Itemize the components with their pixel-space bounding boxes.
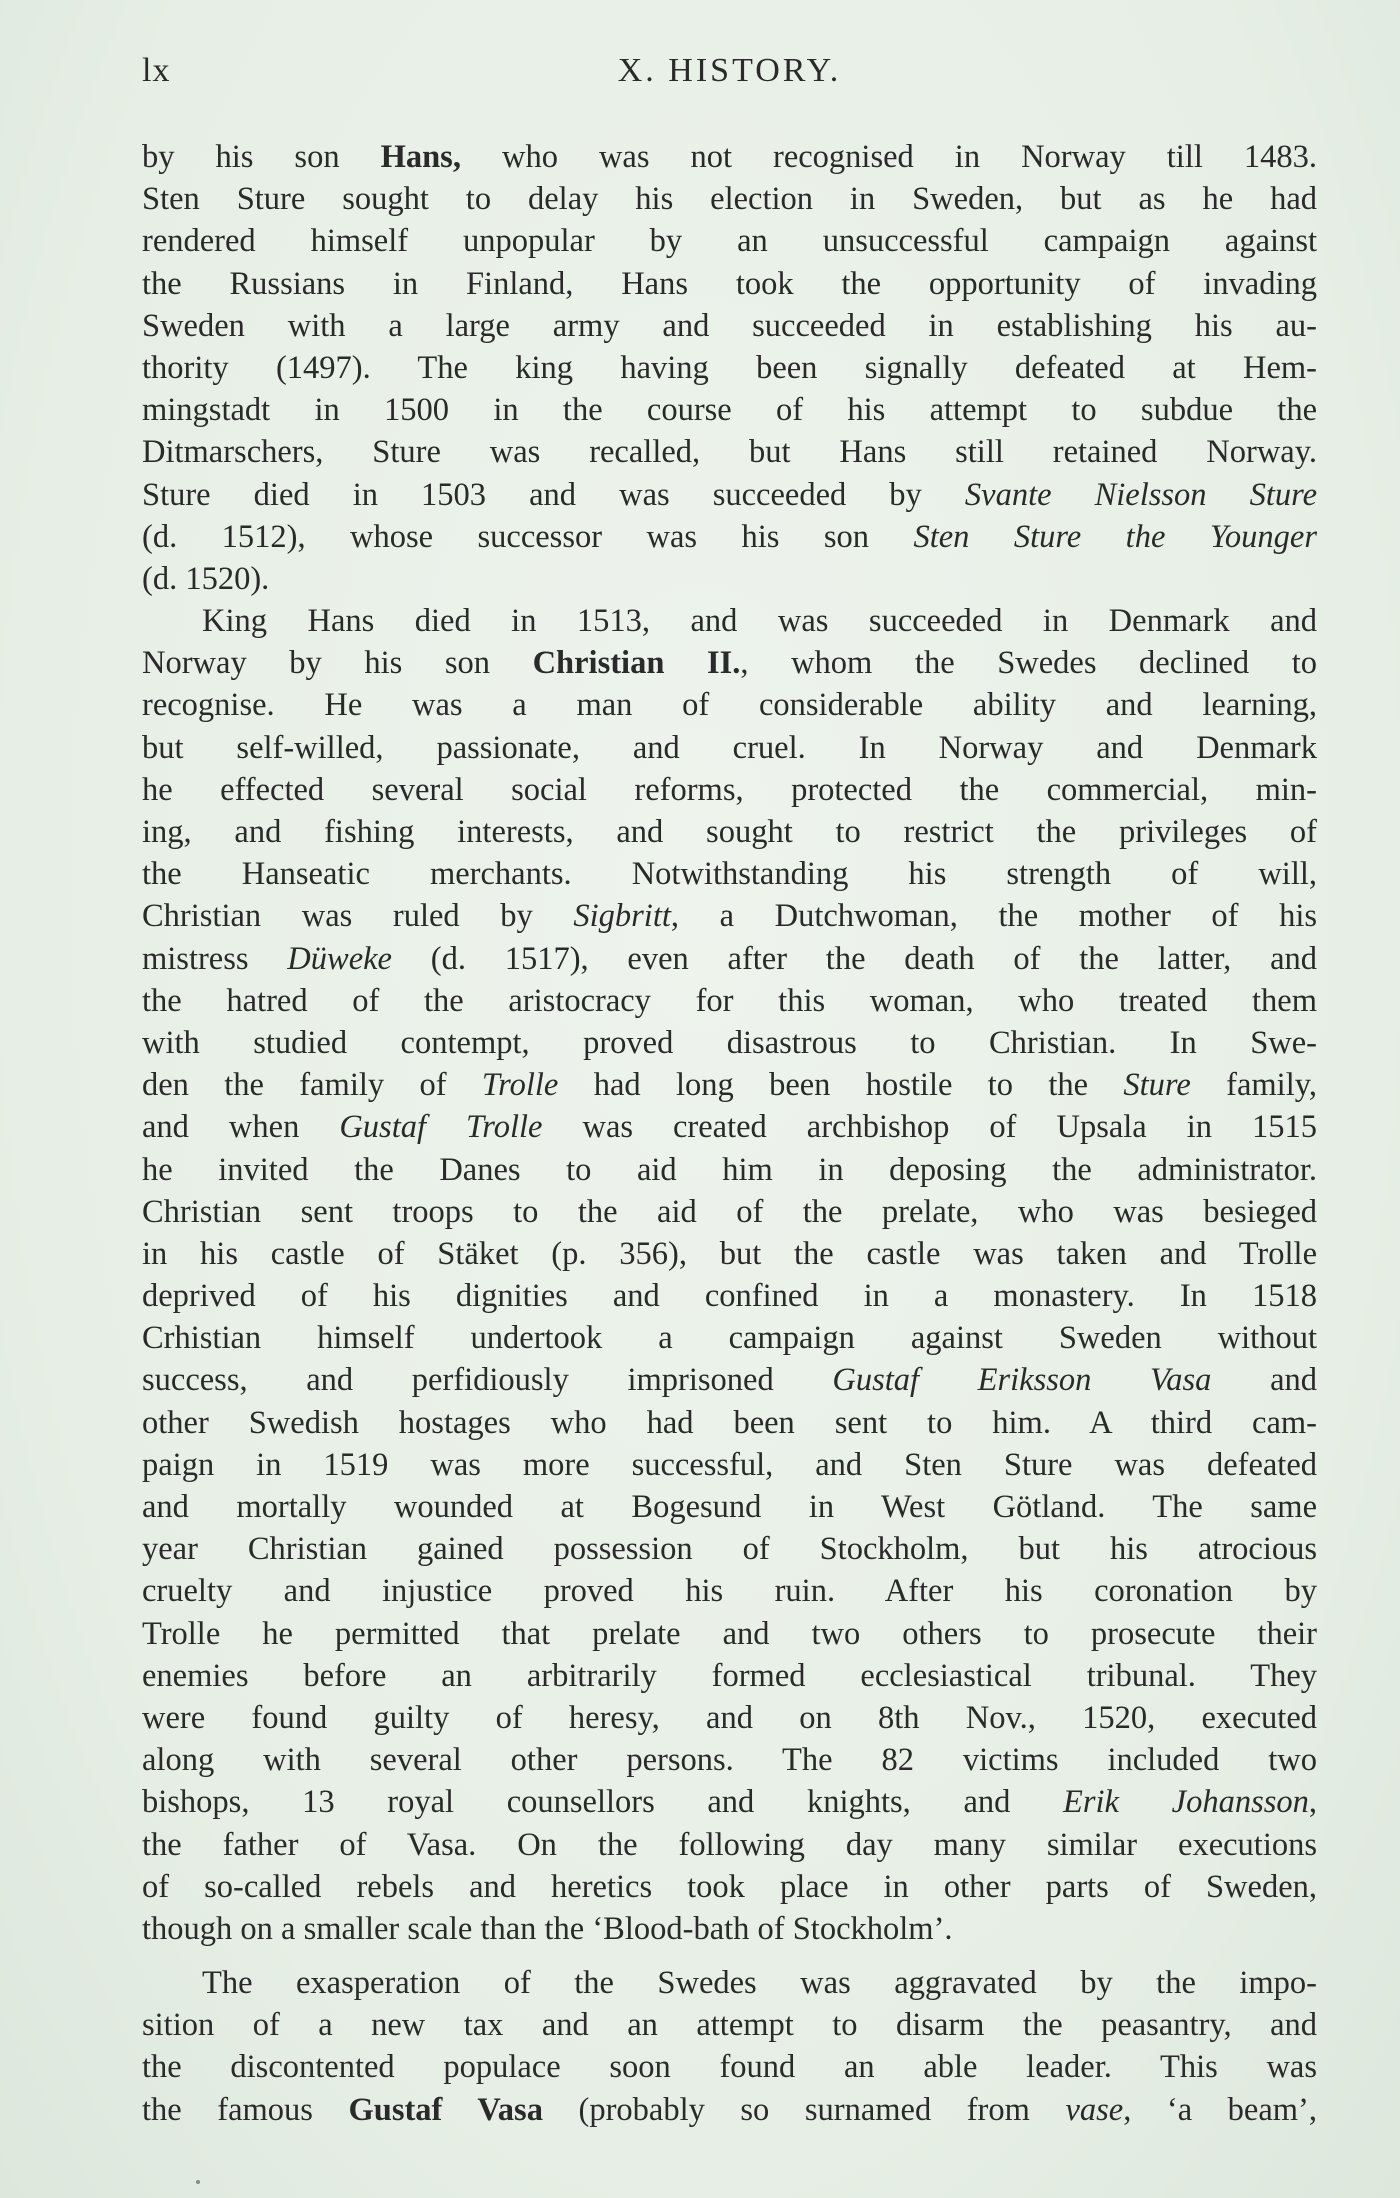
text-line: mistress Düweke (d. 1517), even after the death of the latter, and <box>142 940 1317 977</box>
page-speck <box>196 2180 200 2184</box>
text-line: the famous Gustaf Vasa (probably so surnamed from vase, ‘a beam’, <box>142 2091 1317 2128</box>
text-line: cruelty and injustice proved his ruin. After his coronation by <box>142 1573 1317 1610</box>
text-line: along with several other persons. The 82 victims included two <box>142 1742 1317 1779</box>
text-line: (d. 1520). <box>142 560 270 597</box>
body-text <box>142 136 1317 2131</box>
text-line: King Hans died in 1513, and was succeeded in Denmark and <box>202 603 1317 640</box>
text-line: (d. 1512), whose successor was his son Sten Sture the Younger <box>142 518 1317 555</box>
text-line: the father of Vasa. On the following day many similar executions <box>142 1826 1317 1863</box>
text-line: bishops, 13 royal counsellors and knights, and Erik Johansson, <box>142 1784 1317 1821</box>
text-line: Crhistian himself undertook a campaign against Sweden without <box>142 1320 1317 1357</box>
text-line: Sture died in 1503 and was succeeded by Svante Nielsson Sture <box>142 476 1317 513</box>
text-line: were found guilty of heresy, and on 8th Nov., 1520, executed <box>142 1699 1317 1736</box>
running-head-title: X. HISTORY. <box>617 52 842 89</box>
text-line: the hatred of the aristocracy for this woman, who treated them <box>142 982 1317 1019</box>
text-line: the discontented populace soon found an able leader. This was <box>142 2049 1317 2086</box>
text-line: of so-called rebels and heretics took place in other parts of Sweden, <box>142 1868 1317 1905</box>
text-line: Norway by his son Christian II., whom the Swedes declined to <box>142 645 1317 682</box>
text-line: den the family of Trolle had long been hostile to the Sture family, <box>142 1067 1317 1104</box>
text-line: thority (1497). The king having been signally defeated at Hem- <box>142 349 1317 386</box>
text-line: Christian sent troops to the aid of the prelate, who was besieged <box>142 1193 1317 1230</box>
text-line: he effected several social reforms, protected the commercial, min- <box>142 771 1317 808</box>
text-line: paign in 1519 was more successful, and Sten Sture was defeated <box>142 1446 1317 1483</box>
text-line: in his castle of Stäket (p. 356), but the castle was taken and Trolle <box>142 1235 1317 1272</box>
text-line: and when Gustaf Trolle was created archbishop of Upsala in 1515 <box>142 1109 1317 1146</box>
text-line: other Swedish hostages who had been sent to him. A third cam- <box>142 1404 1317 1441</box>
text-line: and mortally wounded at Bogesund in West Götland. The same <box>142 1489 1317 1525</box>
text-line: rendered himself unpopular by an unsuccessful campaign against <box>142 223 1317 260</box>
text-line: recognise. He was a man of considerable ability and learning, <box>142 687 1317 724</box>
text-line: Sweden with a large army and succeeded in establishing his au- <box>142 307 1317 344</box>
text-line: deprived of his dignities and confined in a monastery. In 1518 <box>142 1278 1317 1315</box>
page-number: lx <box>142 52 171 89</box>
text-line: success, and perfidiously imprisoned Gustaf Eriksson Vasa and <box>142 1362 1317 1399</box>
text-line: The exasperation of the Swedes was aggravated by the impo- <box>202 1965 1317 2002</box>
text-line: ing, and fishing interests, and sought to restrict the privileges of <box>142 814 1317 850</box>
text-line: Christian was ruled by Sigbritt, a Dutchwoman, the mother of his <box>142 898 1317 935</box>
text-line: he invited the Danes to aid him in deposing the administrator. <box>142 1151 1317 1188</box>
paragraph-gap <box>142 1950 1317 1962</box>
text-line: Ditmarschers, Sture was recalled, but Hans still retained Norway. <box>142 434 1317 471</box>
text-line: enemies before an arbitrarily formed ecclesiastical tribunal. They <box>142 1657 1317 1694</box>
page-header <box>142 52 1317 100</box>
text-line: year Christian gained possession of Stockholm, but his atrocious <box>142 1531 1317 1568</box>
text-line: Trolle he permitted that prelate and two others to prosecute their <box>142 1615 1317 1652</box>
text-line: though on a smaller scale than the ‘Blood-bath of Stockholm’. <box>142 1910 953 1947</box>
text-line: with studied contempt, proved disastrous to Christian. In Swe- <box>142 1024 1317 1061</box>
text-line: by his son Hans, who was not recognised in Norway till 1483. <box>142 139 1317 175</box>
text-line: the Russians in Finland, Hans took the opportunity of invading <box>142 265 1317 302</box>
text-line: the Hanseatic merchants. Notwithstanding his strength of will, <box>142 856 1317 893</box>
text-line: mingstadt in 1500 in the course of his attempt to subdue the <box>142 392 1317 429</box>
text-line: sition of a new tax and an attempt to disarm the peasantry, and <box>142 2007 1317 2044</box>
text-line: Sten Sture sought to delay his election in Sweden, but as he had <box>142 181 1317 218</box>
text-line: but self-willed, passionate, and cruel. In Norway and Denmark <box>142 729 1317 766</box>
